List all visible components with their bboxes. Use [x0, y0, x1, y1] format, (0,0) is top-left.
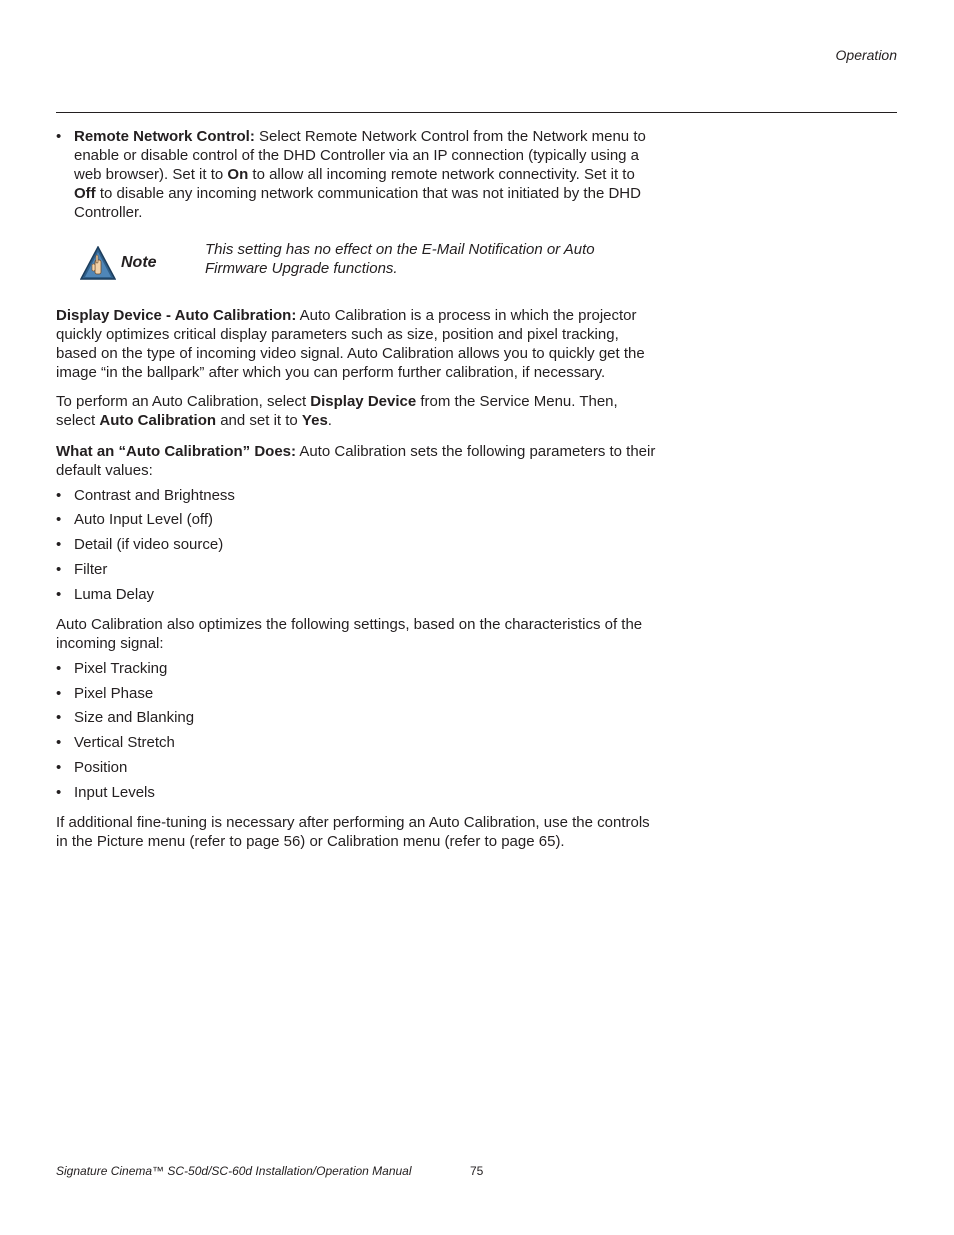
what-does-text: Auto Calibration sets the following parameters to their default values: [56, 443, 656, 479]
running-header: Operation [835, 47, 897, 63]
note-hand-icon [80, 246, 116, 280]
bullet-dot: • [56, 784, 62, 801]
footer-title: Signature Cinema™ SC-50d/SC-60d Installation/Operation Manual [56, 1164, 412, 1178]
bullet-dot: • [56, 561, 62, 578]
remote-network-text-3: to disable any incoming network communication that was not initiated by the DHD Controller. [74, 185, 641, 221]
bullet-dot: • [56, 685, 62, 702]
bullet-dot: • [56, 660, 62, 677]
remote-network-on: On [227, 166, 249, 183]
list-item-text: Contrast and Brightness [74, 487, 235, 504]
list-item-text: Auto Input Level (off) [74, 511, 213, 528]
bullet-dot: • [56, 536, 62, 553]
perform-text-4: . [327, 412, 332, 429]
list-item-text: Vertical Stretch [74, 734, 175, 751]
bullet-dot: • [56, 128, 62, 145]
bullet-dot: • [56, 759, 62, 776]
perform-text-1: To perform an Auto Calibration, select [56, 393, 311, 410]
list-item-text: Size and Blanking [74, 709, 195, 726]
bullet-dot: • [56, 511, 62, 528]
list-item-text: Filter [74, 561, 108, 578]
display-device-paragraph [56, 306, 656, 382]
list-item-text: Input Levels [74, 784, 155, 801]
perform-display-device: Display Device [310, 393, 417, 410]
list-item-text: Luma Delay [74, 586, 155, 603]
header-rule [56, 112, 897, 113]
list-item-text: Detail (if video source) [74, 536, 224, 553]
perform-paragraph [56, 392, 656, 430]
display-device-label: Display Device - Auto Calibration: [56, 307, 297, 324]
page-number: 75 [470, 1164, 484, 1178]
bullet-dot: • [56, 586, 62, 603]
remote-network-text-2: to allow all incoming remote network connectivity. Set it to [248, 166, 635, 183]
remote-network-off: Off [74, 185, 96, 202]
perform-auto-calibration: Auto Calibration [99, 412, 217, 429]
perform-yes: Yes [301, 412, 328, 429]
what-does-paragraph [56, 442, 656, 480]
remote-network-paragraph [74, 127, 654, 222]
display-device-text: Auto Calibration is a process in which the projector quickly optimizes critical display parameters such as size, position and pixel tracking, based on the type of incoming video signal. Auto Calibration allows you to quickly get the image “in the ballpark” after which you can perform further calibration, if necessary. [56, 307, 645, 381]
list-item-text: Position [74, 759, 128, 776]
remote-network-label: Remote Network Control: [74, 128, 255, 145]
perform-text-3: and set it to [216, 412, 302, 429]
what-does-label: What an “Auto Calibration” Does: [56, 443, 296, 460]
perform-text-2: from the Service Menu. Then, select [56, 393, 618, 429]
list-item-text: Pixel Tracking [74, 660, 168, 677]
remote-network-text-1: Select Remote Network Control from the Network menu to enable or disable control of the DHD Controller via an IP connection (typically using a web browser). Set it to [74, 128, 646, 183]
optimizes-paragraph: Auto Calibration also optimizes the following settings, based on the characteristics of the incoming signal: [56, 616, 643, 652]
bullet-dot: • [56, 487, 62, 504]
note-label: Note [121, 254, 157, 271]
bullet-dot: • [56, 734, 62, 751]
list-item-text: Pixel Phase [74, 685, 154, 702]
note-text: This setting has no effect on the E-Mail Notification or Auto Firmware Upgrade functions. [205, 241, 595, 277]
fine-tuning-paragraph: If additional fine-tuning is necessary after performing an Auto Calibration, use the controls in the Picture menu (refer to page 56) or Calibration menu (refer to page 65). [56, 814, 650, 850]
bullet-dot: • [56, 709, 62, 726]
